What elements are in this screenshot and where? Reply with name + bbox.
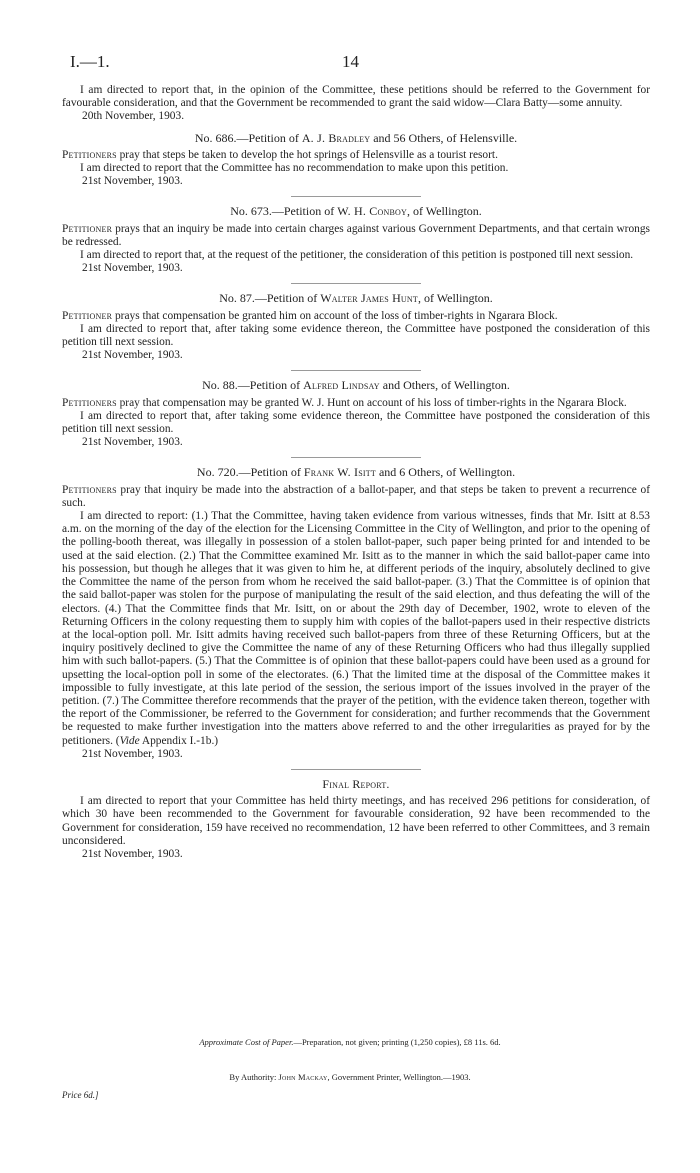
section-divider xyxy=(291,457,421,458)
petition-heading: No. 686.—Petition of A. J. Bradley and 56 Others, of Helensville. xyxy=(194,130,518,145)
intro-date: 20th November, 1903. xyxy=(82,110,185,123)
petition-prayer: Petitioners pray that compensation may be granted W. J. Hunt on account of his loss of timber-rights in the Ngarara Block. xyxy=(62,396,627,409)
section-divider xyxy=(291,769,421,770)
cost-note: Approximate Cost of Paper.—Preparation, not given; printing (1,250 copies), £8 11s. 6d. xyxy=(199,1037,501,1047)
price-note: Price 6d.] xyxy=(62,1090,99,1100)
page-number: 14 xyxy=(342,52,359,71)
petition-heading: No. 88.—Petition of Alfred Lindsay and Others, of Wellington. xyxy=(202,378,510,393)
petition-heading: No. 720.—Petition of Frank W. Isitt and 6 Others, of Wellington. xyxy=(196,465,516,480)
vide-reference: Vide xyxy=(119,734,140,747)
petition-88 xyxy=(62,379,650,458)
petition-87 xyxy=(62,292,650,371)
petition-date: 21st November, 1903. xyxy=(82,436,183,449)
petition-prayer: Petitioners pray that steps be taken to develop the hot springs of Helensville as a tourist resort. xyxy=(62,148,498,161)
petition-prayer: Petitioner prays that compensation be granted him on account of the loss of timber-rights in Ngarara Block. xyxy=(62,309,558,322)
printer-imprint: By Authority: John Mackay, Government Printer, Wellington.—1903. xyxy=(229,1072,471,1082)
petition-date: 21st November, 1903. xyxy=(82,747,183,760)
petition-date: 21st November, 1903. xyxy=(82,175,183,188)
final-report-text: I am directed to report that your Committee has held thirty meetings, and has received 296 petitions for consideration, of which 30 have been recommended to the Government for favourable consideration, 92 have been recommended to the Government for consideration, 159 have received no recommendation, 12 have been referred to other Committees, and 3 remain unconsidered. xyxy=(62,795,650,847)
petition-report: I am directed to report that, after taking some evidence thereon, the Committee have postponed the consideration of this petition till next session. xyxy=(62,409,650,436)
section-divider xyxy=(291,196,421,197)
petition-date: 21st November, 1903. xyxy=(82,349,183,362)
intro-text: I am directed to report that, in the opinion of the Committee, these petitions should be referred to the Government for favourable consideration, and that the Government be recommended to grant the said widow—Clara Batty—some annuity. xyxy=(62,84,650,110)
section-divider xyxy=(291,370,421,371)
section-divider xyxy=(291,283,421,284)
petition-report: I am directed to report that the Committee has no recommendation to make upon this petition. xyxy=(80,162,509,175)
petition-673 xyxy=(62,205,650,284)
petition-heading: No. 87.—Petition of Walter James Hunt, of Wellington. xyxy=(219,291,493,306)
petition-report: I am directed to report that, after taking some evidence thereon, the Committee have postponed the consideration of this petition till next session. xyxy=(62,322,650,349)
document-body xyxy=(62,84,650,861)
petition-report: I am directed to report: (1.) That the Committee, having taken evidence from various witnesses, finds that Mr. Isitt at 8.53 a.m. on the morning of the day of the election for the Licensing Committee in the City of Wellington, and prior to the opening of the polling-booth thereat, was illegally in possession of a stolen ballot-paper, such paper being printed for and intended to be used at the said election. (2.) That the Committee examined Mr. Isitt as to the manner in which the said ballot-paper came into his possession, but though he alleges that it was given to him he, at different periods of the inquiry, absolutely declined to give the Committee the name of the person from whom he received the said ballot-paper. (3.) That the Committee is of opinion that the said ballot-paper was stolen for the purpose of manipulating the result of the said election, and thus defeating the will of the electors. (4.) That the Committee finds that Mr. Isitt, on or about the 29th day of December, 1902, wrote to eleven of the Returning Officers in the colony requesting them to supply him with copies of the ballot-papers used in their respective districts at the local-option poll. Mr. Isitt admits having received such ballot-papers from three of these Returning Officers, but at the inquiry positively declined to give the Committee the name of any of these Returning Officers who had thus illegally supplied him with such ballot-papers. (5.) That the Committee is of opinion that these ballot-papers could have been used as a ground for upsetting the local-option poll in some of the electorates. (6.) That the limited time at the disposal of the Committee makes it impossible to fully investigate, at this late period of the session, the serious import of the issues involved in the prayer of the petition. (7.) The Committee therefore recommends that the prayer of the petition, with the evidence taken thereon, together with the report of the Commissioner, be referred to the Government for consideration; and further recommends that the Government be requested to make further investigation into the matters above referred to and the other irregularities as prayed for by the petitioners. (Vide Appendix I.-1b.) xyxy=(62,510,650,747)
petition-686 xyxy=(62,132,650,198)
petition-720 xyxy=(62,466,650,769)
petition-prayer: Petitioner prays that an inquiry be made into certain charges against various Government Departments, and that certain wrongs be redressed. xyxy=(62,222,650,248)
petition-report: I am directed to report that, at the request of the petitioner, the consideration of this petition is postponed till next session. xyxy=(80,249,634,262)
petition-prayer: Petitioners pray that inquiry be made into the abstraction of a ballot-paper, and that steps be taken to prevent a recurrence of such. xyxy=(62,483,650,509)
intro-section xyxy=(62,84,650,124)
final-report-heading: Final Report. xyxy=(322,776,390,791)
paper-reference: I.—1. xyxy=(70,52,110,71)
final-report-date: 21st November, 1903. xyxy=(82,847,183,860)
petition-heading: No. 673.—Petition of W. H. Conboy, of Wellington. xyxy=(230,204,482,219)
final-report xyxy=(62,778,650,861)
page-header xyxy=(70,52,650,72)
petition-date: 21st November, 1903. xyxy=(82,262,183,275)
